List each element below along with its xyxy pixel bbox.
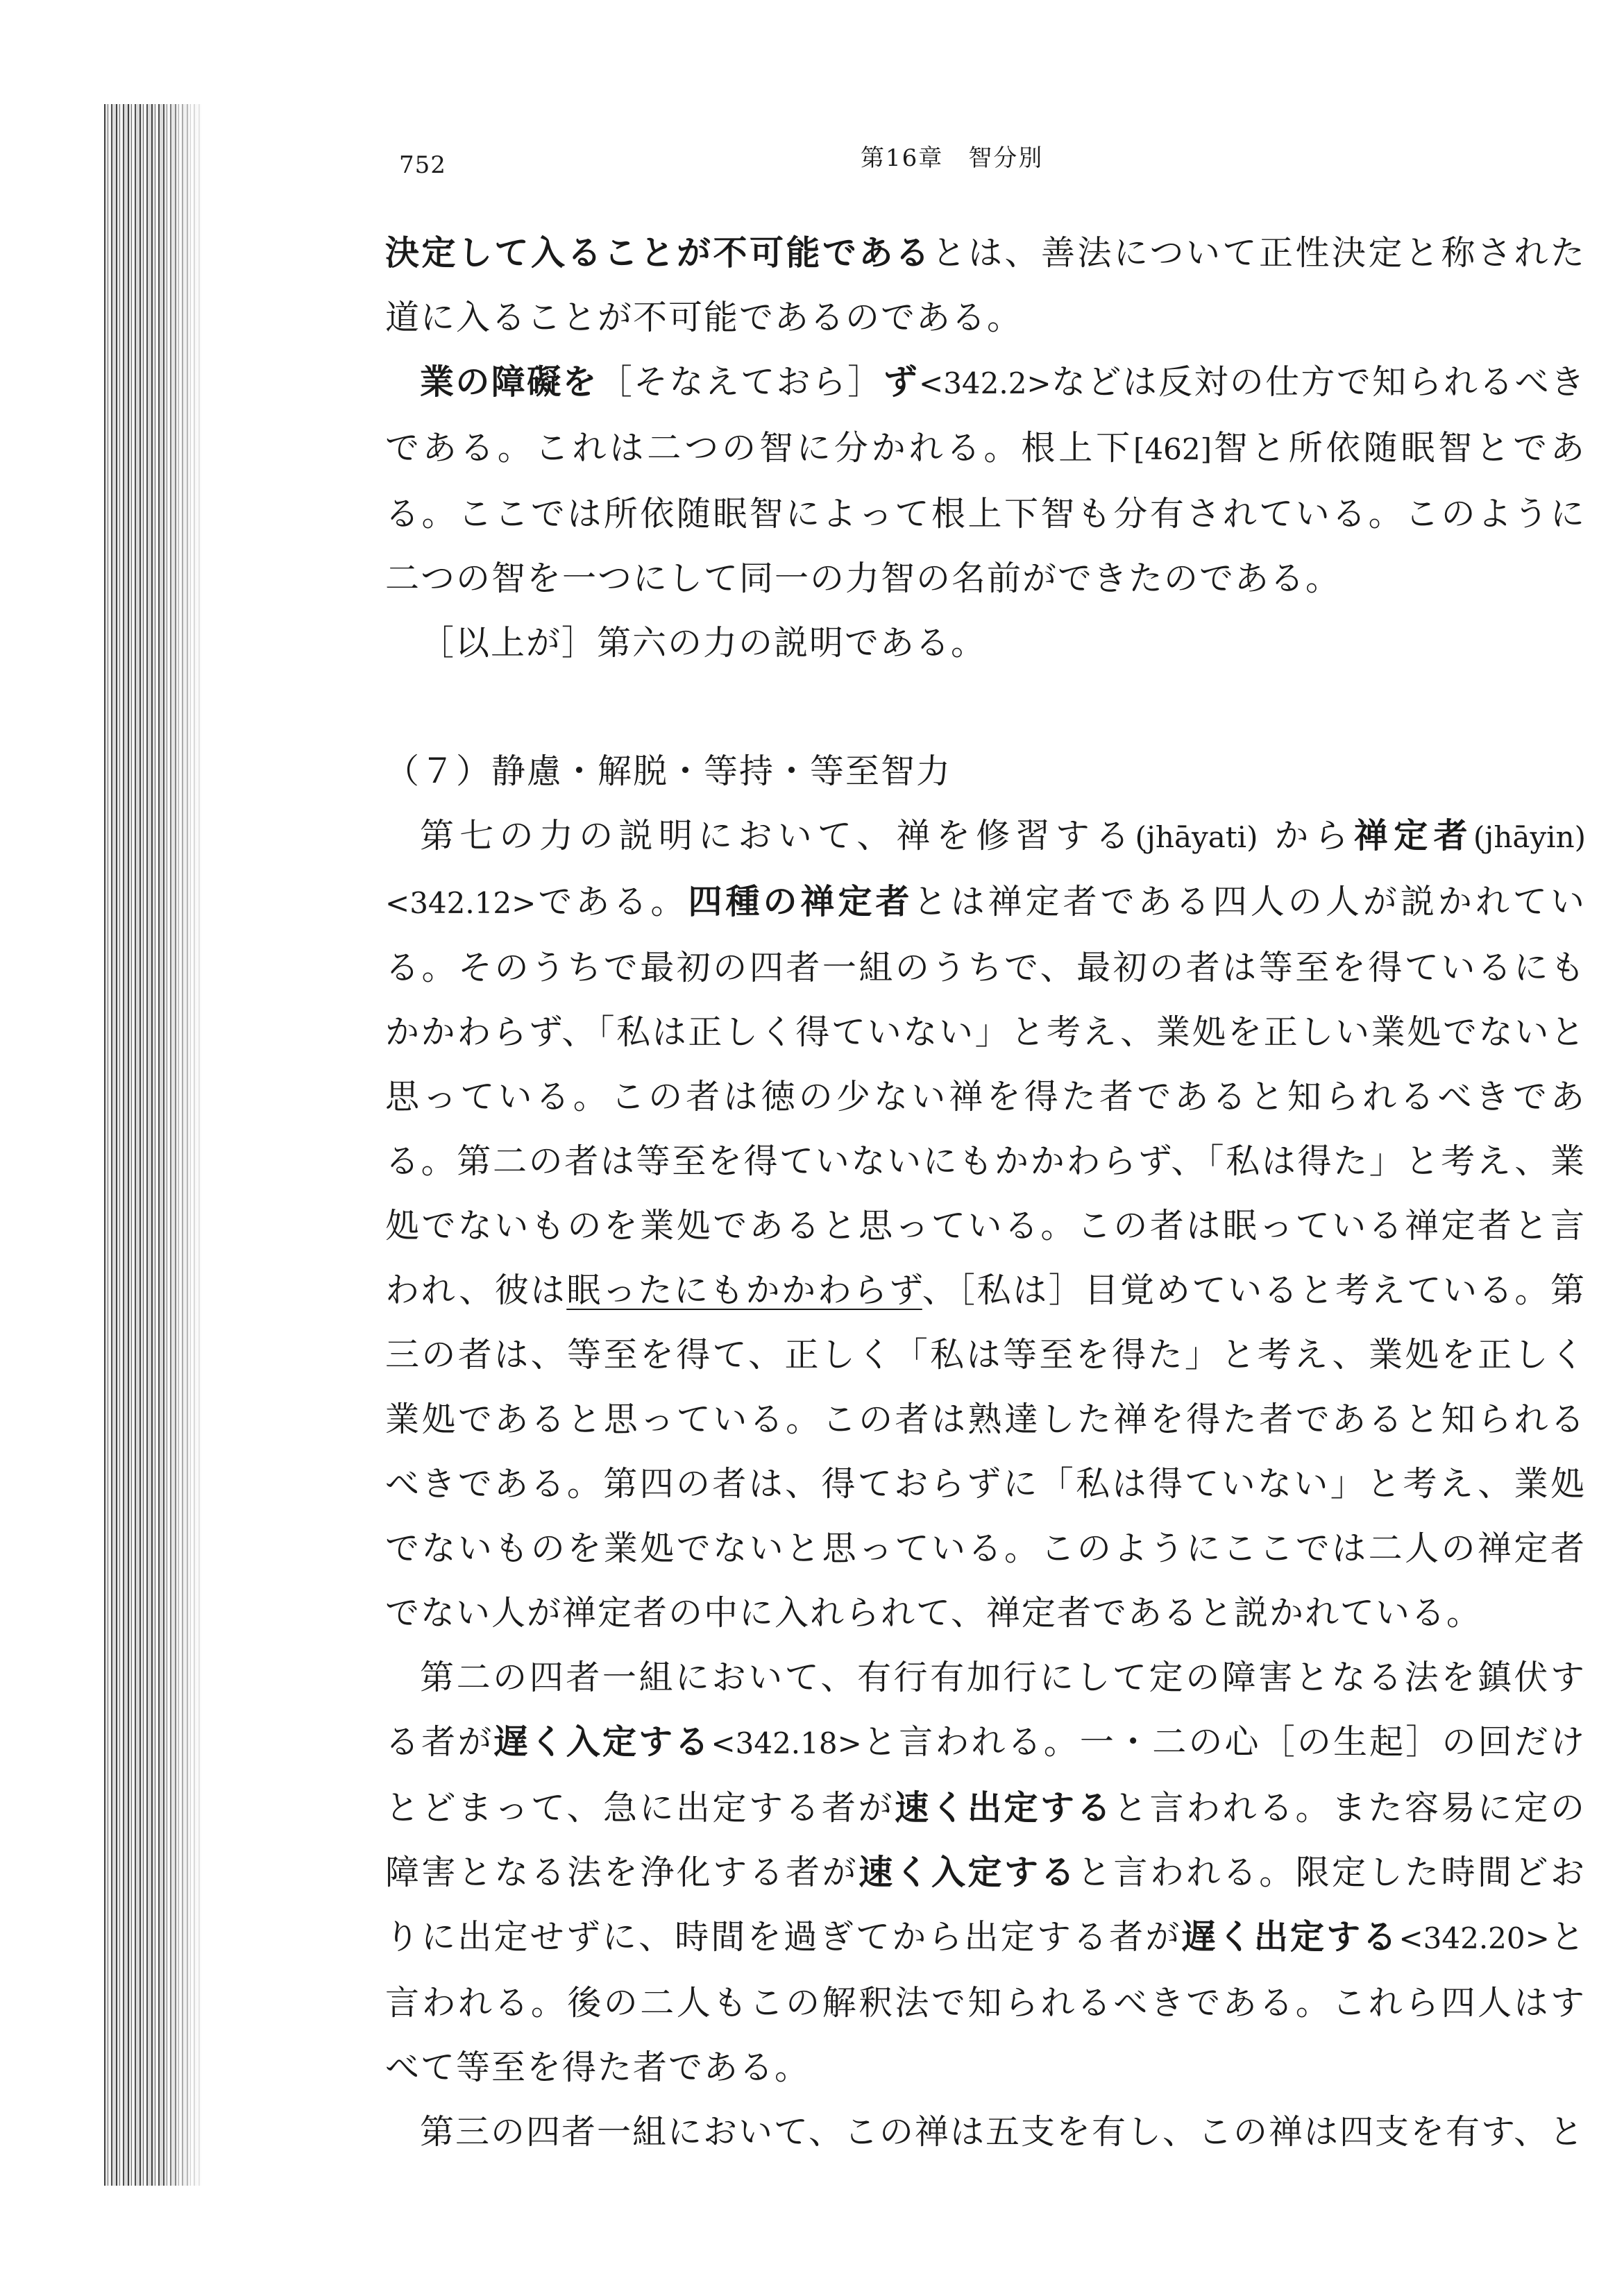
- page-number: 752: [399, 151, 446, 179]
- text-run: ［そなえておら］: [598, 362, 883, 402]
- text-run: から: [1258, 816, 1354, 856]
- bold-term: 遅く入定する: [493, 1722, 711, 1762]
- bold-term: 決定して入ることが不可能である: [385, 233, 932, 273]
- binding-shadow: [160, 104, 222, 2186]
- text-run: 智と所依随眠智とである。ここでは所依随眠智によって根上下智も分有されている。このように二つの智を一つにして同一の力智の名前ができたのである。: [385, 428, 1586, 598]
- underlined-text: 眠ったにもかかわらず: [566, 1270, 922, 1310]
- body-text: [385, 221, 1586, 2164]
- bold-term: 速く入定する: [858, 1853, 1077, 1892]
- bold-term: 禅定者: [1353, 816, 1473, 856]
- text-run: と言われる。限定した時間どおりに出定せずに、時間を過ぎてから出定する者が: [385, 1853, 1586, 1957]
- reference: <342.20>: [1398, 1921, 1550, 1955]
- text-run: とは、善法について正性決定と称された道に入ることが不可能であるのである。: [385, 233, 1586, 337]
- paragraph-1: [385, 221, 1586, 350]
- paragraph-3: [385, 611, 1586, 675]
- text-run: などは反対の仕方で知られるべきである。これは二つの智に分かれる。根上下: [385, 362, 1586, 468]
- reference: <342.18>: [711, 1726, 862, 1760]
- text-run: である。: [536, 882, 688, 921]
- running-head: 第16章 智分別: [861, 144, 1044, 172]
- paragraph-4: [385, 803, 1586, 1645]
- text-run: 、［私は］目覚めていると考えている。第三の者は、等至を得て、正しく「私は等至を得た」と考え、業処を正しく業処であると思っている。この者は熟達した禅を得た者であると知られるべきである。第四の者は、得ておらずに「私は得ていない」と考え、業処でないものを業処でないと思っている。このようにここでは二人の禅定者でない人が禅定者の中に入れられて、禅定者であると説かれている。: [385, 1270, 1586, 1633]
- text-run: 第三の四者一組において、この禅は五支を有し、この禅は四支を有す、と: [420, 2112, 1585, 2152]
- text-run: と言われる。また容易に定の障害となる法を浄化する者が: [385, 1788, 1586, 1892]
- text-run: と言われる。後の二人もこの解釈法で知られるべきである。これら四人はすべて等至を得た者である。: [385, 1917, 1586, 2087]
- reference: <342.2>: [919, 366, 1051, 400]
- bold-term: 業の障礙を: [420, 362, 598, 402]
- bold-term: 四種の禅定者: [688, 882, 913, 921]
- text-run: 第二の四者一組において、有行有加行にして定の障害となる法を鎮伏する者が: [385, 1658, 1586, 1762]
- text-run: と言われる。一・二の心［の生起］の回だけとどまって、急に出定する者が: [385, 1722, 1586, 1828]
- text-run: ［以上が］第六の力の説明である。: [420, 623, 987, 663]
- paragraph-5: [385, 1645, 1586, 2100]
- paragraph-2: [385, 350, 1586, 611]
- section-heading: （７）静慮・解脱・等持・等至智力: [385, 751, 952, 791]
- bold-term: ず: [883, 362, 919, 402]
- reference: [462]: [1133, 432, 1212, 466]
- text-run: とは禅定者である四人の人が説かれている。そのうちで最初の四者一組のうちで、最初の者は等至を得ているにもかかわらず、「私は正しく得ていない」と考え、業処を正しい業処でないと思っている。この者は徳の少ない禅を得た者であると知られるべきである。第二の者は等至を得ていないにもかかわらず、「私は得た」と考え、業処でないものを業処であると思っている。この者は眠っている禅定者と言われ、彼は: [385, 882, 1586, 1310]
- bold-term: 遅く出定する: [1181, 1917, 1399, 1957]
- pali-term: (jhāyin)<342.12>: [385, 820, 1586, 920]
- paragraph-6: [385, 2100, 1586, 2164]
- text-run: 第七の力の説明において、禅を修習する: [420, 816, 1135, 856]
- pali-term: (jhāyati): [1135, 820, 1258, 854]
- bold-term: 速く出定する: [895, 1788, 1113, 1828]
